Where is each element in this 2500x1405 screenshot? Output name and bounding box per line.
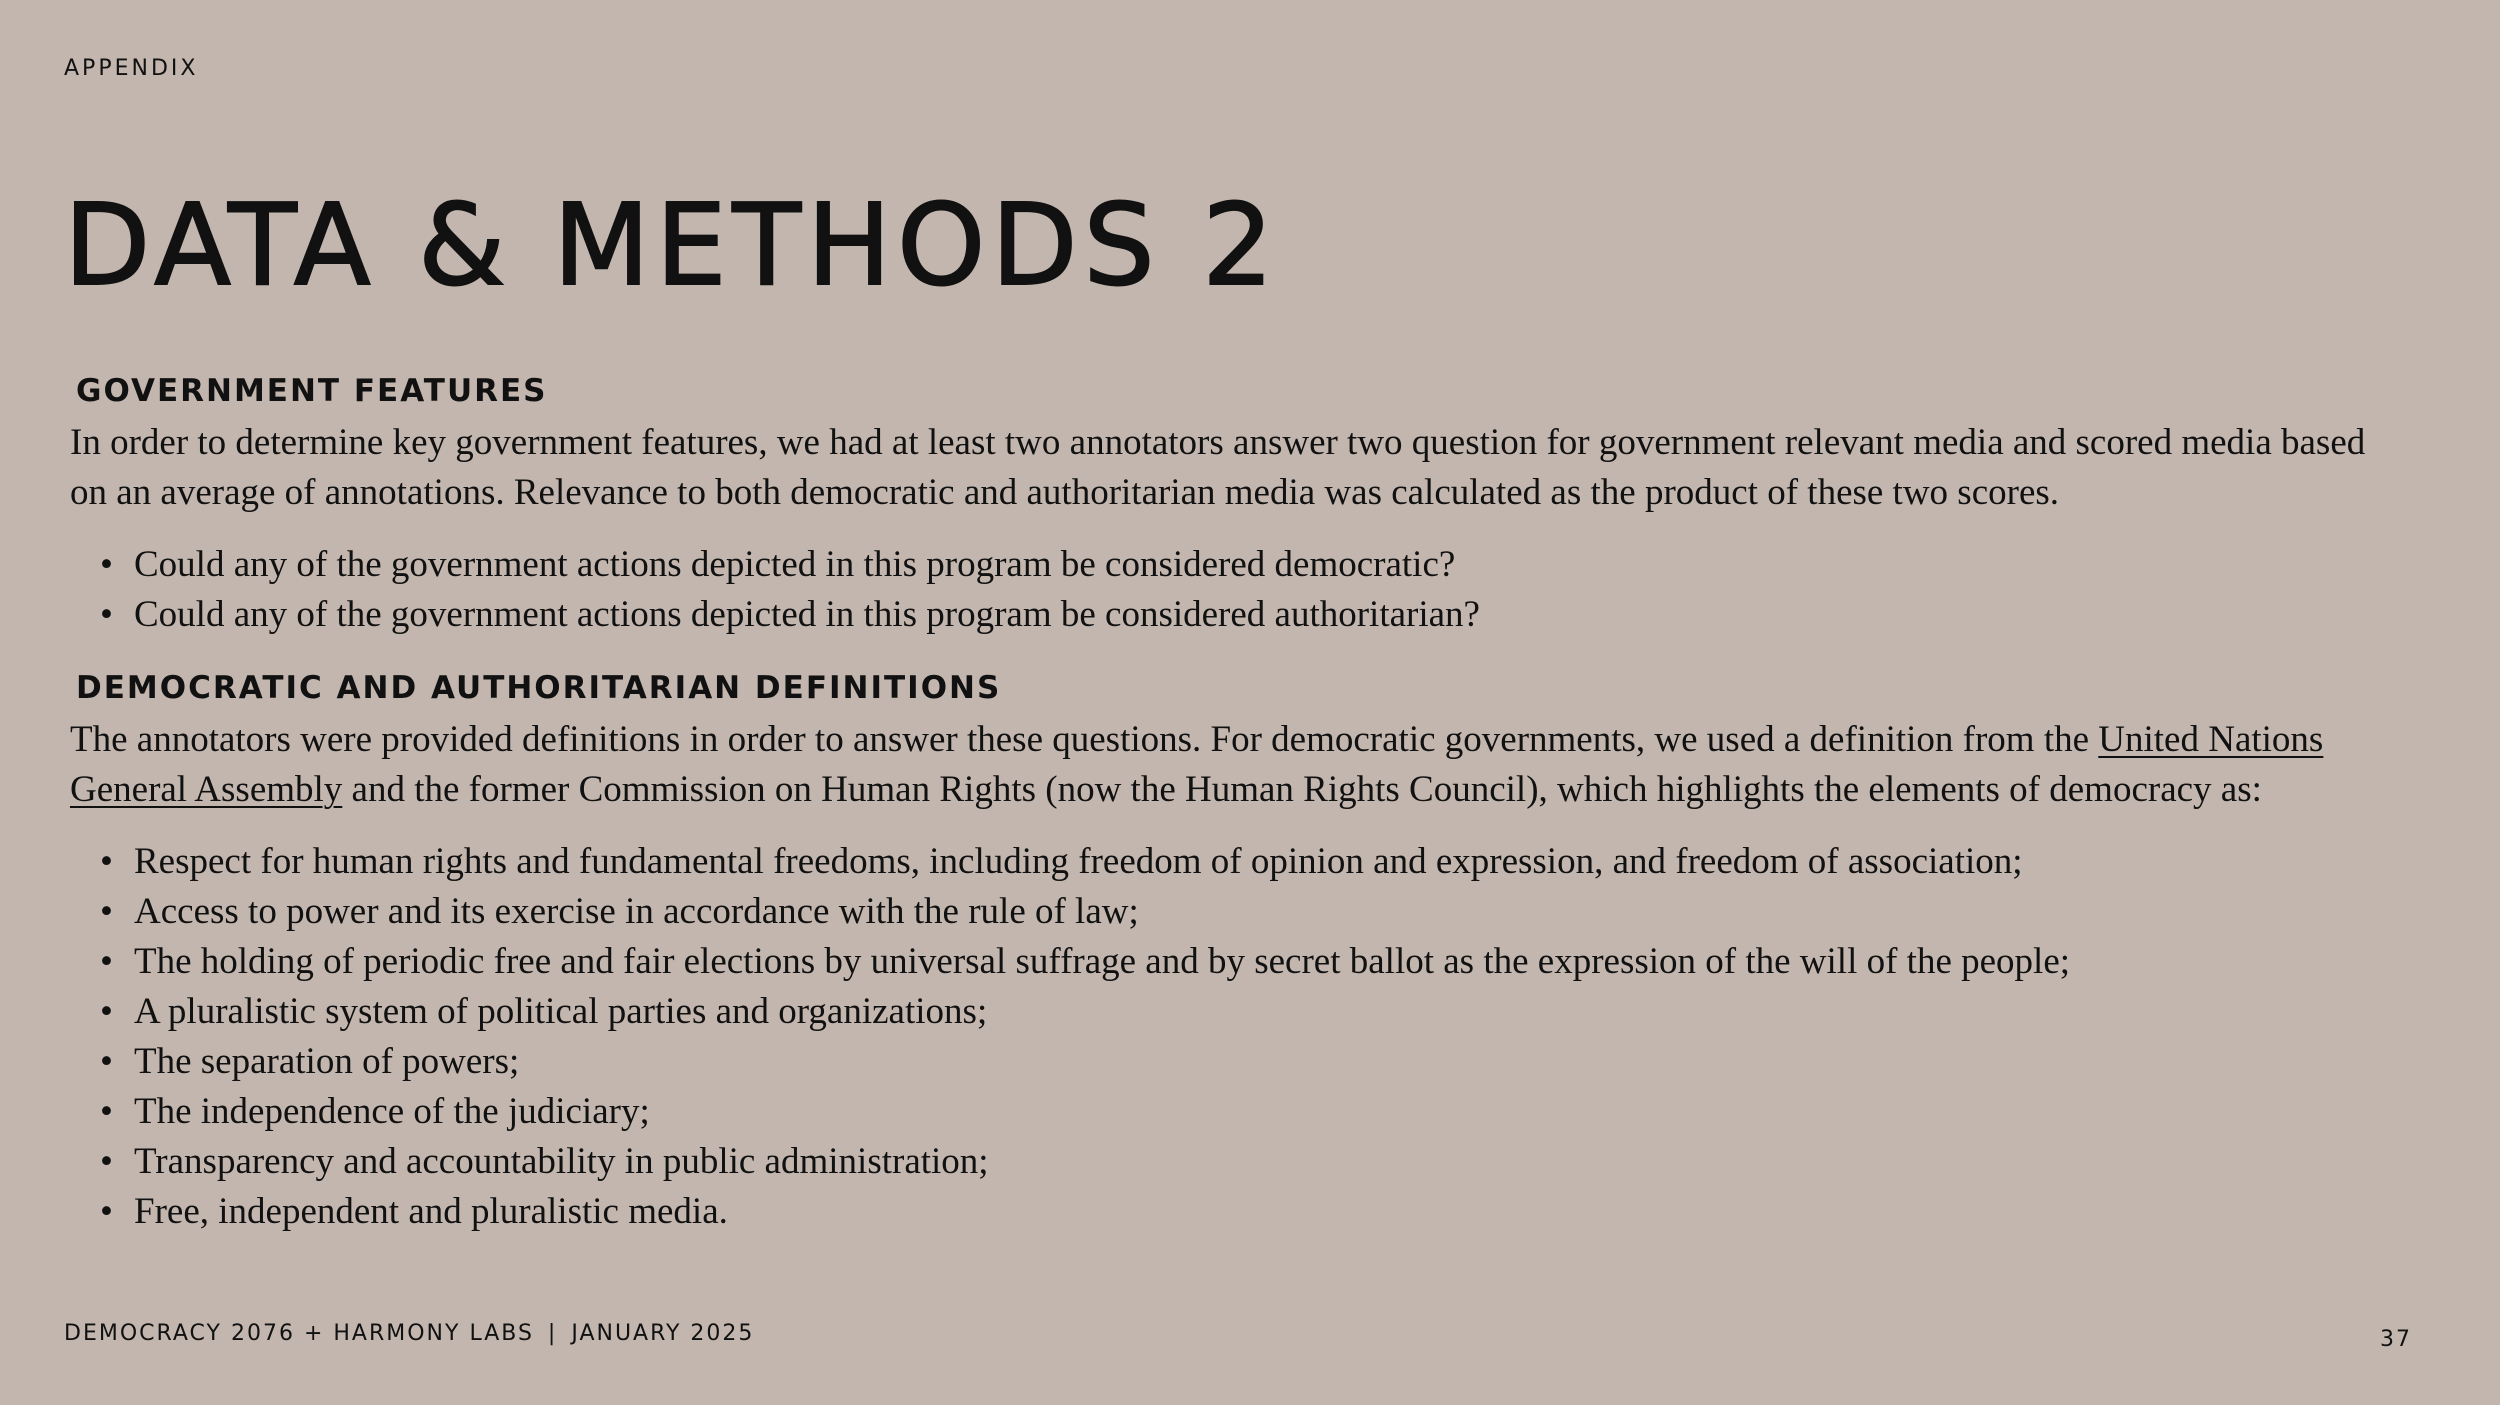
bullet-icon: • — [100, 1041, 113, 1083]
list-item-text: The separation of powers; — [134, 1041, 520, 1083]
list-item-text: Respect for human rights and fundamental freedoms, including freedom of opinion and expression, and freedom of association; — [134, 841, 2023, 883]
list-item-text: The holding of periodic free and fair elections by universal suffrage and by secret ballot as the expression of the will of the people; — [134, 941, 2071, 983]
footer-credits — [64, 1321, 754, 1346]
list-item-text: Could any of the government actions depicted in this program be considered democratic? — [134, 544, 1456, 586]
footer-organizations: DEMOCRACY 2076 + HARMONY LABS — [64, 1321, 534, 1346]
definitions-text-after-link: and the former Commission on Human Rights (now the Human Rights Council), which highlights the elements of democracy as: — [342, 769, 2262, 811]
bullet-icon: • — [100, 891, 113, 933]
main-content — [70, 373, 2380, 1237]
list-item-text: Access to power and its exercise in accordance with the rule of law; — [134, 891, 1139, 933]
bullet-icon: • — [100, 1191, 113, 1233]
list-item — [70, 1137, 2380, 1187]
un-general-assembly-link[interactable]: United Nations General Assembly — [70, 719, 2324, 811]
bullet-icon: • — [100, 841, 113, 883]
footer-date: JANUARY 2025 — [571, 1321, 755, 1346]
list-item — [70, 887, 2380, 937]
government-features-paragraph: In order to determine key government features, we had at least two annotators answer two question for government relevant media and scored media based on an average of annotations. Relevance to both democratic and authoritarian media was calculated as the product of these two scores. — [70, 422, 2366, 514]
government-questions-list — [70, 540, 2380, 640]
list-item — [70, 1037, 2380, 1087]
list-item — [70, 837, 2380, 887]
section-heading-government-features: GOVERNMENT FEATURES — [76, 373, 548, 409]
list-item-text: Could any of the government actions depicted in this program be considered authoritarian? — [134, 594, 1480, 636]
bullet-icon: • — [100, 991, 113, 1033]
bullet-icon: • — [100, 1091, 113, 1133]
list-item-text: A pluralistic system of political parties and organizations; — [134, 991, 988, 1033]
list-item-text: The independence of the judiciary; — [134, 1091, 650, 1133]
page-title: DATA & METHODS 2 — [64, 181, 1280, 311]
footer-separator: | — [547, 1321, 558, 1346]
bullet-icon: • — [100, 544, 113, 586]
list-item — [70, 937, 2380, 987]
bullet-icon: • — [100, 1141, 113, 1183]
list-item-text: Transparency and accountability in public administration; — [134, 1141, 989, 1183]
list-item — [70, 590, 2380, 640]
section-label: APPENDIX — [64, 56, 199, 81]
government-features-section — [70, 373, 2380, 640]
list-item — [70, 987, 2380, 1037]
definitions-text-before-link: The annotators were provided definitions in order to answer these questions. For democratic governments, we used a definition from the — [70, 719, 2099, 761]
list-item-text: Free, independent and pluralistic media. — [134, 1191, 728, 1233]
democracy-elements-list — [70, 837, 2380, 1237]
section-heading-definitions: DEMOCRATIC AND AUTHORITARIAN DEFINITIONS — [76, 670, 1002, 707]
list-item — [70, 1087, 2380, 1137]
definitions-paragraph — [70, 715, 2380, 815]
bullet-icon: • — [100, 594, 113, 636]
page-number: 37 — [2380, 1327, 2412, 1352]
list-item — [70, 540, 2380, 590]
definitions-section — [70, 670, 2380, 1237]
list-item — [70, 1187, 2380, 1237]
bullet-icon: • — [100, 941, 113, 983]
